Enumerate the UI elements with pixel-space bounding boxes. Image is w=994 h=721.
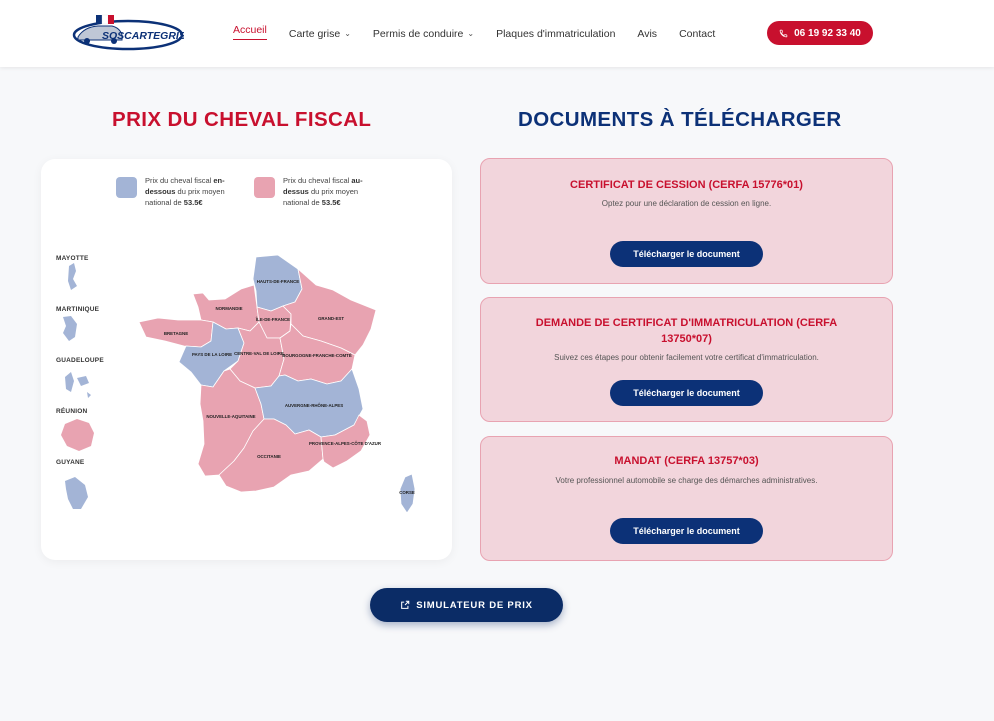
- nav-item-avis[interactable]: [637, 28, 657, 40]
- region-label-bretagne: BRETAGNE: [163, 331, 189, 336]
- doc-card-cession: [480, 158, 893, 284]
- nav-label: Permis de conduire: [372, 27, 464, 40]
- overseas-label-guyane: GUYANE: [56, 459, 85, 466]
- region-label-occitanie: OCCITANIE: [257, 454, 281, 459]
- simulator-label: SIMULATEUR DE PRIX: [416, 599, 533, 611]
- doc-description: Optez pour une déclaration de cession en ligne.: [601, 199, 772, 208]
- region-martinique[interactable]: [63, 316, 77, 341]
- region-label-grand-est: GRAND-EST: [317, 316, 345, 321]
- doc-card-mandat: [480, 436, 893, 561]
- nav-item-accueil[interactable]: [233, 24, 267, 40]
- region-reunion[interactable]: [61, 419, 94, 451]
- france-regions-map: [41, 159, 452, 560]
- download-button[interactable]: Télécharger le document: [610, 380, 763, 406]
- doc-title: DEMANDE DE CERTIFICAT D'IMMATRICULATION (CERFA 13750*07): [535, 317, 838, 345]
- region-label-na: NOUVELLE-AQUITAINE: [206, 414, 256, 419]
- main-nav: [233, 0, 737, 67]
- nav-label: Contact: [679, 27, 716, 40]
- overseas-label-guadeloupe: GUADELOUPE: [56, 357, 104, 364]
- region-label-corse: CORSE: [399, 490, 415, 495]
- overseas-label-mayotte: MAYOTTE: [56, 255, 89, 262]
- doc-title: MANDAT (CERFA 13757*03): [614, 455, 759, 467]
- map-section-title: PRIX DU CHEVAL FISCAL: [112, 108, 372, 131]
- nav-label: Carte grise: [288, 27, 341, 40]
- phone-icon: [779, 29, 788, 38]
- download-button[interactable]: Télécharger le document: [610, 241, 763, 267]
- doc-card-immatriculation: [480, 297, 893, 422]
- doc-title: CERTIFICAT DE CESSION (CERFA 15776*01): [570, 179, 803, 191]
- download-button[interactable]: Télécharger le document: [610, 518, 763, 544]
- region-label-bfc: BOURGOGNE-FRANCHE-COMTÉ: [282, 353, 352, 358]
- nav-label: Plaques d'immatriculation: [496, 27, 616, 40]
- site-logo[interactable]: [72, 13, 184, 53]
- simulator-button[interactable]: [370, 588, 563, 622]
- phone-button[interactable]: [767, 21, 873, 45]
- logo-text: SOSCARTEGRISE: [102, 30, 184, 42]
- nav-item-contact[interactable]: [679, 28, 715, 40]
- region-mayotte[interactable]: [68, 263, 77, 290]
- region-label-ara: AUVERGNE-RHÔNE-ALPES: [284, 403, 344, 408]
- legend-below-text: Prix du cheval fiscal en-dessous du prix moyen national de 53.5€: [145, 176, 225, 207]
- chevron-down-icon: ⌄: [344, 29, 351, 38]
- overseas-label-martinique: MARTINIQUE: [56, 306, 100, 313]
- region-guyane[interactable]: [65, 477, 88, 509]
- doc-description: Votre professionnel automobile se charge des démarches administratives.: [555, 476, 818, 485]
- site-header: [0, 0, 994, 67]
- map-card: [41, 159, 452, 560]
- nav-item-permis[interactable]: [373, 28, 474, 40]
- region-label-normandie: NORMANDIE: [215, 306, 243, 311]
- region-guadeloupe[interactable]: [65, 372, 91, 398]
- phone-number: 06 19 92 33 40: [794, 27, 861, 39]
- legend-above-text: Prix du cheval fiscal au-dessus du prix moyen national de 53.5€: [283, 176, 363, 207]
- region-label-paca: PROVENCE-ALPES-CÔTE D'AZUR: [308, 441, 382, 446]
- nav-label: Avis: [637, 27, 658, 40]
- docs-section-title: DOCUMENTS À TÉLÉCHARGER: [518, 108, 842, 131]
- region-label-hdf: HAUTS-DE-FRANCE: [256, 279, 300, 284]
- nav-item-carte-grise[interactable]: [289, 28, 351, 40]
- car-flag-logo-icon: [72, 13, 184, 53]
- nav-label: Accueil: [233, 24, 267, 36]
- chevron-down-icon: ⌄: [467, 29, 475, 38]
- external-link-icon: [400, 600, 410, 610]
- region-label-pdl: PAYS DE LA LOIRE: [191, 352, 233, 357]
- doc-description: Suivez ces étapes pour obtenir facilement votre certificat d'immatriculation.: [554, 353, 819, 362]
- region-label-cvl: CENTRE-VAL DE LOIRE: [234, 351, 284, 356]
- nav-item-plaques[interactable]: [496, 28, 615, 40]
- region-label-idf: ÎLE-DE-FRANCE: [255, 317, 291, 322]
- overseas-label-reunion: RÉUNION: [56, 408, 88, 415]
